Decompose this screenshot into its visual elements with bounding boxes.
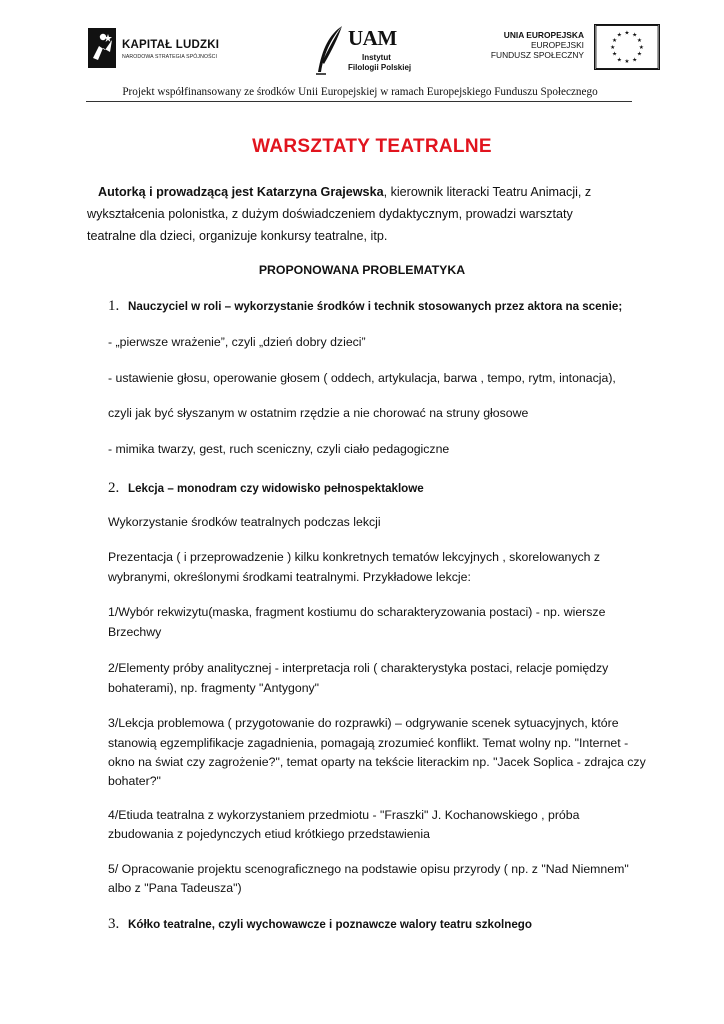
svg-text:★: ★: [638, 44, 644, 51]
section-heading-3: [108, 914, 532, 935]
svg-text:★: ★: [624, 59, 630, 66]
section2-line: Wykorzystanie środków teatralnych podczas lekcji: [108, 515, 381, 529]
svg-text:★: ★: [636, 51, 643, 58]
section1-line: - ustawienie głosu, operowanie głosem ( oddech, artykulacja, barwa , tempo, rytm, intonacja),: [108, 371, 616, 385]
section-heading-2: [108, 478, 424, 499]
section2-line: 3/Lekcja problemowa ( przygotowanie do rozprawki) – odgrywanie scenek sytuacyjnych, które: [108, 716, 619, 730]
section-title: Kółko teatralne, czyli wychowawcze i poznawcze walory teatru szkolnego: [128, 918, 532, 931]
eu-line1: UNIA EUROPEJSKA: [503, 30, 584, 40]
section2-line: 5/ Opracowanie projektu scenograficznego na podstawie opisu przyrody ( np. z "Nad Niemnem": [108, 862, 629, 876]
section1-line: - mimika twarzy, gest, ruch sceniczny, czyli ciało pedagogiczne: [108, 442, 450, 456]
section2-line: 1/Wybór rekwizytu(maska, fragment kostiumu do scharakteryzowania postaci) - np. wiersze: [108, 605, 606, 619]
uam-institute-line2: Filologii Polskiej: [348, 63, 412, 72]
intro-line-3: teatralne dla dzieci, organizuje konkursy teatralne, itp.: [87, 229, 388, 243]
eu-logo: [490, 24, 660, 72]
section1-line: czyli jak być słyszanym w ostatnim rzędzie a nie chorować na struny głosowe: [108, 406, 529, 420]
section2-line: Prezentacja ( i przeprowadzenie ) kilku konkretnych tematów lekcyjnych , skorelowanych z: [108, 550, 601, 564]
eu-line3: FUNDUSZ SPOŁECZNY: [490, 50, 584, 60]
intro-line-1: [98, 181, 591, 203]
section2-line: bohater?": [108, 774, 161, 788]
kapital-ludzki-emblem-icon: [88, 28, 116, 68]
svg-text:★: ★: [611, 38, 618, 45]
section-number: 3.: [108, 916, 120, 932]
uam-name: UAM: [348, 26, 397, 50]
eu-line2: EUROPEJSKI: [530, 40, 584, 50]
section2-line: albo z "Pana Tadeusza"): [108, 881, 242, 895]
problems-subheading: PROPONOWANA PROBLEMATYKA: [258, 263, 466, 277]
svg-text:★: ★: [616, 32, 622, 39]
section-number: 2.: [108, 480, 120, 496]
kapital-ludzki-title: KAPITAŁ LUDZKI: [122, 39, 220, 51]
uam-logo: [312, 24, 422, 78]
section2-line: stanowią egzemplifikacje zagadnienia, pomagają zrozumieć konflikt. Temat wolny np. "Internet -: [108, 736, 629, 750]
section2-line: okno na świat czy zagrożenie?", temat oparty na tekście literackim np. "Jacek Soplica - zdrajca czy: [108, 755, 646, 769]
section-heading-1: [108, 296, 622, 317]
project-cofinancing-line: Projekt współfinansowany ze środków Unii Europejskiej w ramach Europejskiego Funduszu Społecznego: [122, 86, 598, 98]
section2-line: 4/Etiuda teatralna z wykorzystaniem przedmiotu - "Fraszki" J. Kochanowskiego , próba: [108, 808, 580, 822]
svg-text:★: ★: [636, 38, 643, 45]
section2-line: bohaterami), np. fragmenty "Antygony": [108, 681, 320, 695]
section2-line: wybranymi, określonymi środkami teatralnymi. Przykładowe lekcje:: [108, 570, 471, 584]
intro-line-2: wykształcenia polonistka, z dużym doświadczeniem dydaktycznym, prowadzi warsztaty: [87, 207, 573, 221]
eu-text: [491, 30, 584, 60]
section2-line: zbudowania z pojedynczych etiud krótkiego przedstawienia: [108, 827, 430, 841]
kapital-ludzki-logo: [88, 28, 238, 70]
svg-text:★: ★: [610, 44, 616, 51]
section2-line: 2/Elementy próby analitycznej - interpretacja roli ( charakterystyka postaci, relacje pomiędzy: [108, 661, 609, 675]
kapital-ludzki-subtitle: NARODOWA STRATEGIA SPÓJNOŚCI: [122, 54, 218, 60]
quill-icon: [312, 24, 350, 78]
section-title: Nauczyciel w roli – wykorzystanie środków i technik stosowanych przez aktora na scenie;: [128, 300, 623, 313]
uam-institute-line1: Instytut: [362, 53, 391, 62]
svg-text:★: ★: [632, 57, 638, 64]
intro-author: Autorką i prowadzącą jest Katarzyna Grajewska: [98, 185, 384, 199]
intro-line-1-rest: , kierownik literacki Teatru Animacji, z: [383, 185, 592, 199]
svg-text:★: ★: [632, 32, 638, 39]
eu-flag-icon: [594, 24, 660, 70]
svg-text:★: ★: [624, 30, 630, 37]
section-title: Lekcja – monodram czy widowisko pełnospektaklowe: [128, 482, 424, 495]
section2-line: Brzechwy: [108, 625, 162, 639]
page-title: WARSZTATY TEATRALNE: [252, 136, 492, 157]
svg-text:★: ★: [611, 51, 618, 58]
section1-line: - „pierwsze wrażenie”, czyli „dzień dobry dzieci”: [108, 335, 366, 349]
svg-text:★: ★: [616, 57, 622, 64]
section-number: 1.: [108, 298, 120, 314]
header-divider: [86, 101, 632, 102]
